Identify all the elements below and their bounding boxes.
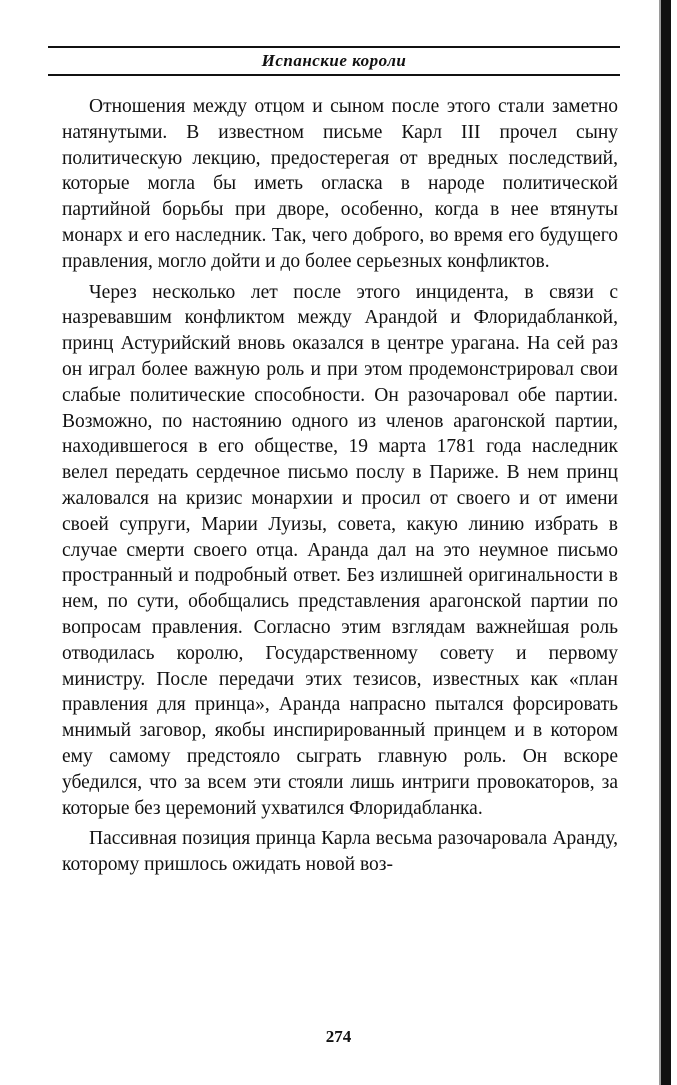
scan-edge bbox=[661, 0, 671, 1085]
body-text bbox=[62, 94, 618, 883]
running-header: Испанские короли bbox=[261, 51, 407, 70]
paragraph: Отношения между отцом и сыном после этого стали заметно натянутыми. В известном письме Карл III прочел сыну политическую лекцию, предостерегая от вредных последствий, которые могла бы иметь огласка в народе политической партийной борьбы при дворе, особенно, когда в нее втянуты монарх и его наследник. Так, чего доброго, во время его будущего правления, могло дойти и до более серьезных конфликтов. bbox=[62, 96, 618, 272]
header-rule-bottom bbox=[48, 74, 620, 76]
header-rule-top bbox=[48, 46, 620, 48]
paragraph: Через несколько лет после этого инцидента, в связи с назревавшим конфликтом между Арандой и Флоридабланкой, принц Астурийский вновь оказался в центре урагана. На сей раз он играл более важную роль и при этом продемонстрировал свои слабые политические способности. Он разочаровал обе партии. Возможно, по настоянию одного из членов арагонской партии, находившегося в его обществе, 19 марта 1781 года наследник велел передать сердечное письмо послу в Париже. В нем принц жаловался на кризис монархии и просил от своего и от имени своей супруги, Марии Луизы, совета, какую линию избрать в случае смерти своего отца. Аранда дал на это неумное письмо пространный и подробный ответ. Без излишней оригинальности в нем, по сути, обобщались представления арагонской партии по вопросам правления. Согласно этим взглядам важнейшая роль отводилась королю, Государственному совету и первому министру. После передачи этих тезисов, известных как «план правления для принца», Аранда напрасно пытался форсировать мнимый заговор, якобы инспирированный принцем и в котором ему самому предстояло сыграть главную роль. Он вскоре убедился, что за всем эти стояли лишь интриги провокаторов, за которые без церемоний ухватился Флоридабланка. bbox=[62, 281, 618, 819]
paragraph: Пассивная позиция принца Карла весьма разочаровала Аранду, которому пришлось ожидать новой воз- bbox=[62, 828, 618, 876]
page-number: 274 bbox=[325, 1027, 352, 1046]
